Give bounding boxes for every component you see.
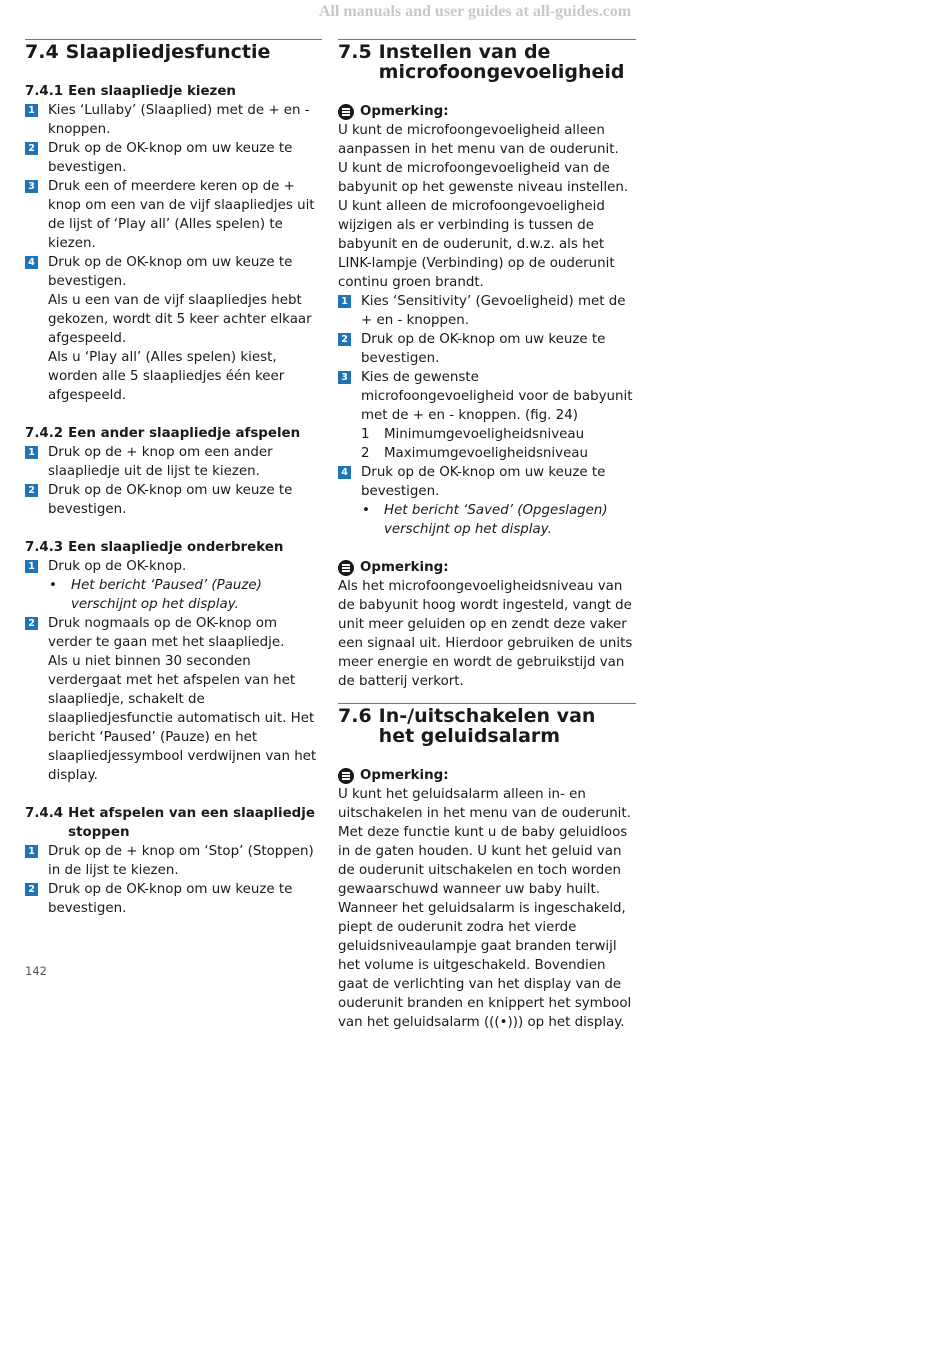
level-item: [361, 444, 636, 463]
right-column: [338, 39, 636, 1032]
step-text: Druk nogmaals op de OK-knop om verder te gaan met het slaapliedje.: [48, 616, 285, 650]
subsection-number: 7.4.4: [25, 806, 64, 821]
step-text: Druk op de OK-knop om uw keuze te bevestigen.: [361, 465, 606, 499]
subsection-number: 7.4.1: [25, 84, 64, 99]
step-number-badge: 4: [25, 256, 38, 269]
step: [25, 101, 322, 139]
step-content: [361, 463, 636, 539]
step-text: Druk op de OK-knop om uw keuze te bevestigen.: [48, 483, 293, 517]
paragraph: Met deze functie kunt u de baby geluidloos in de gaten houden. U kunt het geluid van de ouderunit uitschakelen en toch worden gewaarschuwd wanneer uw baby huilt.: [338, 825, 628, 897]
step: [25, 842, 322, 880]
heading-7-4-1: [25, 82, 322, 101]
step-content: [48, 557, 322, 614]
heading-7-4-4: [25, 804, 322, 842]
section-title: Instellen van de microfoongevoeligheid: [378, 41, 625, 83]
note-text: Als het microfoongevoeligheidsniveau van de babyunit hoog wordt ingesteld, vangt de unit meer geluiden op en zendt deze vaker een signaal uit. Hierdoor gebruiken de units meer energie en wordt de gebruikstijd van de batterij verkort.: [338, 579, 633, 689]
step-text: Druk op de OK-knop om uw keuze te bevestigen.: [361, 332, 606, 366]
step-note-text: Als u niet binnen 30 seconden verdergaat met het afspelen van het slaapliedje, schakelt de slaapliedjesfunctie automatisch uit. Het bericht ‘Paused’ (Pauze) en het slaapliedjessymbool verdwijnen van het display.: [48, 654, 317, 783]
step-number-badge: 1: [25, 446, 38, 459]
subsection-title: Een slaapliedje kiezen: [68, 84, 236, 99]
bullet-text: Het bericht ‘Paused’ (Pauze) verschijnt op het display.: [71, 578, 262, 612]
step-number-badge: 2: [25, 883, 38, 896]
step: [338, 368, 636, 463]
bullet-dot: •: [49, 578, 57, 593]
step-content: [361, 368, 636, 463]
step-text: Druk op de OK-knop om uw keuze te bevestigen.: [48, 255, 293, 289]
heading-7-6: [338, 703, 636, 746]
subsection-title: Een slaapliedje onderbreken: [68, 540, 284, 555]
note-icon: [338, 560, 354, 576]
step-number-badge: 1: [25, 560, 38, 573]
note-label: Opmerking:: [360, 768, 449, 783]
paragraph: U kunt de microfoongevoeligheid van de babyunit op het gewenste niveau instellen. U kunt alleen de microfoongevoeligheid wijzigen als er verbinding is tussen de babyunit en de ouderunit, d.w.z. als het LINK-lampje (Verbinding) op de ouderunit continu groen brandt.: [338, 161, 629, 290]
step-number-badge: 2: [338, 333, 351, 346]
section-title: Slaapliedjesfunctie: [65, 41, 271, 63]
step-text: Druk op de + knop om een ander slaapliedje uit de lijst te kiezen.: [48, 445, 273, 479]
note-heading: [338, 102, 636, 121]
step-number-badge: 2: [25, 484, 38, 497]
step: [25, 880, 322, 918]
step-number-badge: 1: [25, 104, 38, 117]
step-text: Druk op de OK-knop om uw keuze te bevestigen.: [48, 141, 293, 175]
note-text: U kunt het geluidsalarm alleen in- en uitschakelen in het menu van de ouderunit.: [338, 787, 631, 821]
step-text: Kies de gewenste microfoongevoeligheid voor de babyunit met de + en - knoppen. (fig. 24): [361, 370, 633, 423]
step: [25, 614, 322, 785]
step: [25, 253, 322, 405]
step-text: Druk op de OK-knop.: [48, 559, 187, 574]
paragraph: Wanneer het geluidsalarm is ingeschakeld, piept de ouderunit zodra het vierde geluidsniveaulampje gaat branden terwijl het volume is uitgeschakeld. Bovendien gaat de verlichting van het display van de ouderunit branden en knippert het symbool van het geluidsalarm (((•))) op het display.: [338, 901, 632, 1030]
note-heading: [338, 766, 636, 785]
heading-7-5: [338, 39, 636, 82]
watermark: All manuals and user guides at all-guides.com: [318, 3, 632, 20]
step: [338, 463, 636, 539]
heading-7-4: [25, 39, 322, 62]
step-number-badge: 3: [25, 180, 38, 193]
step-number-badge: 3: [338, 371, 351, 384]
subsection-title: Een ander slaapliedje afspelen: [68, 426, 301, 441]
section-number: 7.5: [338, 41, 372, 63]
step-text: Druk een of meerdere keren op de + knop om een van de vijf slaapliedjes uit de lijst of ‘Play all’ (Alles spelen) te kiezen.: [48, 179, 315, 251]
step-text: Druk op de OK-knop om uw keuze te bevestigen.: [48, 882, 293, 916]
step-text: Kies ‘Lullaby’ (Slaaplied) met de + en - knoppen.: [48, 103, 310, 137]
step: [25, 139, 322, 177]
level-item: [361, 425, 636, 444]
step: [25, 443, 322, 481]
level-number: 2: [361, 446, 370, 461]
step-number-badge: 2: [25, 617, 38, 630]
bullet-dot: •: [362, 503, 370, 518]
bullet-text: Het bericht ‘Saved’ (Opgeslagen) verschijnt op het display.: [384, 503, 608, 537]
note-icon: [338, 768, 354, 784]
note-label: Opmerking:: [360, 560, 449, 575]
note-label: Opmerking:: [360, 104, 449, 119]
left-column: [25, 39, 322, 918]
note-heading: [338, 558, 636, 577]
subsection-number: 7.4.3: [25, 540, 64, 555]
step: [338, 292, 636, 330]
heading-7-4-2: [25, 424, 322, 443]
step-number-badge: 4: [338, 466, 351, 479]
step: [25, 481, 322, 519]
step-number-badge: 2: [25, 142, 38, 155]
section-number: 7.4: [25, 41, 59, 63]
level-number: 1: [361, 427, 370, 442]
step-content: [48, 614, 322, 785]
step-number-badge: 1: [338, 295, 351, 308]
bullet-item: [49, 576, 322, 614]
bullet-item: [362, 501, 636, 539]
level-text: Minimumgevoeligheidsniveau: [384, 427, 585, 442]
heading-7-4-3: [25, 538, 322, 557]
step: [25, 557, 322, 614]
subsection-number: 7.4.2: [25, 426, 64, 441]
section-title: In-/uitschakelen van het geluidsalarm: [378, 705, 596, 747]
page-number: 142: [25, 964, 47, 978]
subsection-title: Het afspelen van een slaapliedje stoppen: [68, 806, 315, 840]
step-number-badge: 1: [25, 845, 38, 858]
step-note-text: Als u een van de vijf slaapliedjes hebt gekozen, wordt dit 5 keer achter elkaar afgespeeld.: [48, 293, 312, 346]
note-icon: [338, 104, 354, 120]
step-content: [48, 253, 322, 405]
section-number: 7.6: [338, 705, 372, 727]
note-text: U kunt de microfoongevoeligheid alleen aanpassen in het menu van de ouderunit.: [338, 123, 619, 157]
step-note-text: Als u ‘Play all’ (Alles spelen) kiest, worden alle 5 slaapliedjes één keer afgespeeld.: [48, 350, 285, 403]
step: [338, 330, 636, 368]
level-text: Maximumgevoeligheidsniveau: [384, 446, 588, 461]
step-text: Druk op de + knop om ‘Stop’ (Stoppen) in de lijst te kiezen.: [48, 844, 314, 878]
step-text: Kies ‘Sensitivity’ (Gevoeligheid) met de + en - knoppen.: [361, 294, 626, 328]
step: [25, 177, 322, 253]
